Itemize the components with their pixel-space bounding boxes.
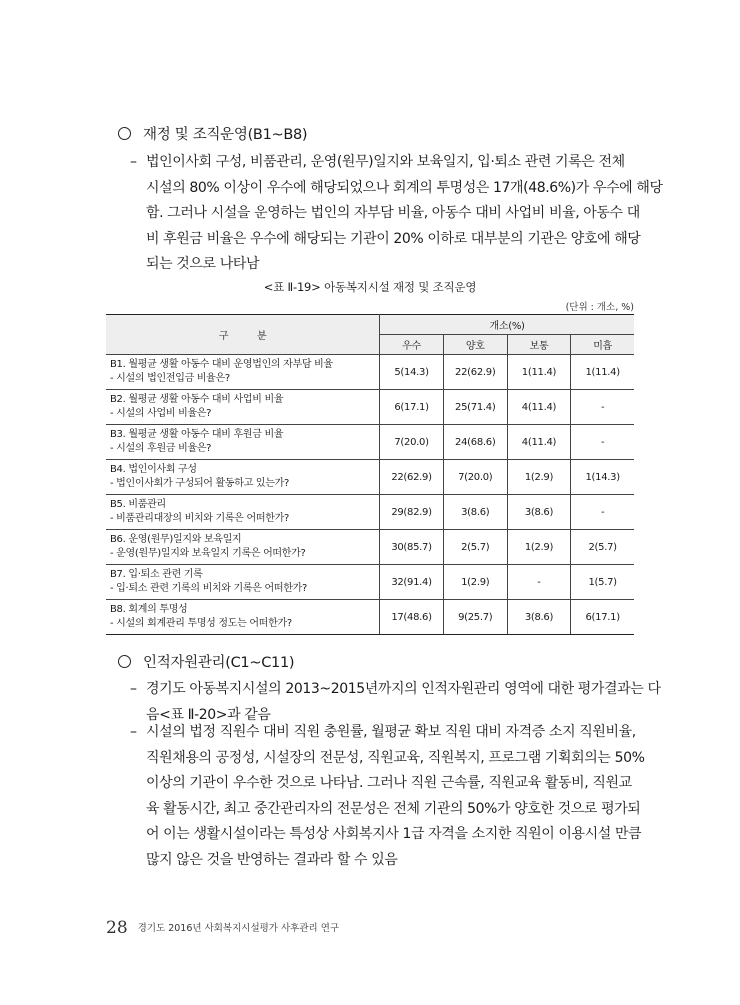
cell-good: 25(71.4)	[443, 390, 507, 425]
row-question: - 시설의 회계관리 투명성 정도는 어떠한가?	[110, 618, 292, 629]
cell-poor: 1(14.3)	[571, 460, 634, 495]
row-question: - 시설의 후원금 비율은?	[110, 443, 212, 454]
paragraph-line: 직원채용의 공정성, 시설장의 전문성, 직원교육, 직원복지, 프로그램 기획회의는 50%	[146, 749, 645, 766]
header-col-fair: 보통	[507, 335, 571, 355]
table-caption: <표 Ⅱ-19> 아동복지시설 재정 및 조직운영	[263, 280, 477, 294]
row-label	[106, 565, 380, 600]
row-question: - 비품관리대장의 비치와 기록은 어떠한가?	[110, 513, 289, 524]
paragraph-line: 되는 것으로 나타남	[146, 256, 260, 273]
row-question: - 입·퇴소 관련 기록의 비치와 기록은 어떠한가?	[110, 583, 307, 594]
cell-poor: -	[571, 495, 634, 530]
row-title: B6. 운영(원무)일지와 보육일지	[110, 534, 242, 545]
section-heading-text: 재정 및 조직운영(B1~B8)	[143, 127, 308, 143]
cell-fair: 4(11.4)	[507, 425, 571, 460]
row-title: B4. 법인이사회 구성	[110, 464, 197, 475]
row-title: B2. 월평균 생활 아동수 대비 사업비 비율	[110, 394, 284, 405]
cell-fair: 1(2.9)	[507, 530, 571, 565]
row-label	[106, 460, 380, 495]
cell-excellent: 17(48.6)	[380, 600, 444, 635]
paragraph-line: 시설의 법정 직원수 대비 직원 충원률, 월평균 확보 직원 대비 자격증 소지 직원비율,	[146, 724, 636, 740]
cell-poor: -	[571, 390, 634, 425]
cell-fair: -	[507, 565, 571, 600]
paragraph-line: 시설의 80% 이상이 우수에 해당되었으나 회계의 투명성은 17개(48.6%)가 우수에 해당	[146, 179, 663, 196]
section-heading-hr	[118, 651, 294, 672]
cell-good: 1(2.9)	[443, 565, 507, 600]
table-row	[106, 425, 634, 460]
table-unit: (단위 : 개소, %)	[565, 302, 634, 313]
page-number: 28	[106, 918, 128, 938]
cell-poor: 2(5.7)	[571, 530, 634, 565]
cell-fair: 1(2.9)	[507, 460, 571, 495]
table-row	[106, 390, 634, 425]
header-col-poor: 미흡	[571, 335, 634, 355]
table-row	[106, 355, 634, 390]
table-row	[106, 530, 634, 565]
table-row	[106, 600, 634, 635]
cell-poor: -	[571, 425, 634, 460]
row-label	[106, 530, 380, 565]
circle-bullet-icon	[118, 127, 131, 140]
cell-fair: 3(8.6)	[507, 600, 571, 635]
dash-bullet: –	[130, 154, 137, 170]
table-row	[106, 565, 634, 600]
circle-bullet-icon	[118, 655, 131, 668]
row-title: B1. 월평균 생활 아동수 대비 운영법인의 자부담 비율	[110, 359, 333, 370]
paragraph-line: 비 후원금 비율은 우수에 해당되는 기관이 20% 이하로 대부분의 기관은 양호에 해당	[146, 230, 641, 247]
dash-bullet: –	[130, 724, 137, 740]
row-label	[106, 390, 380, 425]
cell-good: 22(62.9)	[443, 355, 507, 390]
footer-title: 경기도 2016년 사회복지시설평가 사후관리 연구	[137, 923, 340, 934]
row-title: B3. 월평균 생활 아동수 대비 후원금 비율	[110, 429, 284, 440]
paragraph-line: 함. 그러나 시설을 운영하는 법인의 자부담 비율, 아동수 대비 사업비 비율, 아동수 대	[146, 205, 640, 222]
row-question: - 운영(원무)일지와 보육일지 기록은 어떠한가?	[110, 548, 306, 559]
cell-excellent: 29(82.9)	[380, 495, 444, 530]
cell-fair: 4(11.4)	[507, 390, 571, 425]
cell-poor: 1(5.7)	[571, 565, 634, 600]
finance-evaluation-table	[106, 314, 634, 635]
section-heading-text: 인적자원관리(C1~C11)	[143, 655, 295, 671]
row-label	[106, 355, 380, 390]
cell-good: 3(8.6)	[443, 495, 507, 530]
page-footer	[106, 918, 339, 938]
cell-excellent: 32(91.4)	[380, 565, 444, 600]
cell-poor: 6(17.1)	[571, 600, 634, 635]
row-question: - 시설의 법인전입금 비율은?	[110, 373, 230, 384]
cell-good: 2(5.7)	[443, 530, 507, 565]
cell-excellent: 6(17.1)	[380, 390, 444, 425]
cell-poor: 1(11.4)	[571, 355, 634, 390]
paragraph-line: 많지 않은 것을 반영하는 결과라 할 수 있음	[146, 851, 398, 868]
cell-good: 24(68.6)	[443, 425, 507, 460]
table-row	[106, 495, 634, 530]
row-question: - 법인이사회가 구성되어 활동하고 있는가?	[110, 478, 289, 489]
row-title: B8. 회계의 투명성	[110, 604, 188, 615]
dash-bullet: –	[130, 681, 137, 697]
paragraph-line: 육 활동시간, 최고 중간관리자의 전문성은 전체 기관의 50%가 양호한 것으로 평가되	[146, 800, 641, 817]
row-title: B7. 입·퇴소 관련 기록	[110, 569, 203, 580]
hr-summary-paragraph	[130, 720, 645, 874]
cell-excellent: 22(62.9)	[380, 460, 444, 495]
cell-excellent: 30(85.7)	[380, 530, 444, 565]
cell-fair: 3(8.6)	[507, 495, 571, 530]
row-label	[106, 425, 380, 460]
paragraph-line: 어 이는 생활시설이라는 특성상 사회복지사 1급 자격을 소지한 직원이 이용시설 만큼	[146, 826, 642, 843]
row-label	[106, 600, 380, 635]
cell-excellent: 7(20.0)	[380, 425, 444, 460]
paragraph-line: 경기도 아동복지시설의 2013~2015년까지의 인적자원관리 영역에 대한 평가결과는 다	[146, 681, 661, 697]
cell-good: 9(25.7)	[443, 600, 507, 635]
header-col-excellent: 우수	[380, 335, 444, 355]
cell-fair: 1(11.4)	[507, 355, 571, 390]
table-row	[106, 460, 634, 495]
paragraph-line: 법인이사회 구성, 비품관리, 운영(원무)일지와 보육일지, 입·퇴소 관련 기록은 전체	[146, 154, 625, 170]
header-gubun: 구 분	[106, 315, 380, 355]
header-count-percent: 개소(%)	[380, 315, 634, 335]
header-col-good: 양호	[443, 335, 507, 355]
row-question: - 시설의 사업비 비율은?	[110, 408, 212, 419]
section-heading-finance	[118, 123, 307, 144]
paragraph-line: 이상의 기관이 우수한 것으로 나타남. 그러나 직원 근속률, 직원교육 활동비, 직원교	[146, 775, 632, 792]
finance-summary-paragraph	[130, 150, 663, 278]
paragraph-line: 음<표 Ⅱ-20>과 같음	[146, 706, 271, 723]
row-label	[106, 495, 380, 530]
row-title: B5. 비품관리	[110, 499, 166, 510]
cell-good: 7(20.0)	[443, 460, 507, 495]
cell-excellent: 5(14.3)	[380, 355, 444, 390]
